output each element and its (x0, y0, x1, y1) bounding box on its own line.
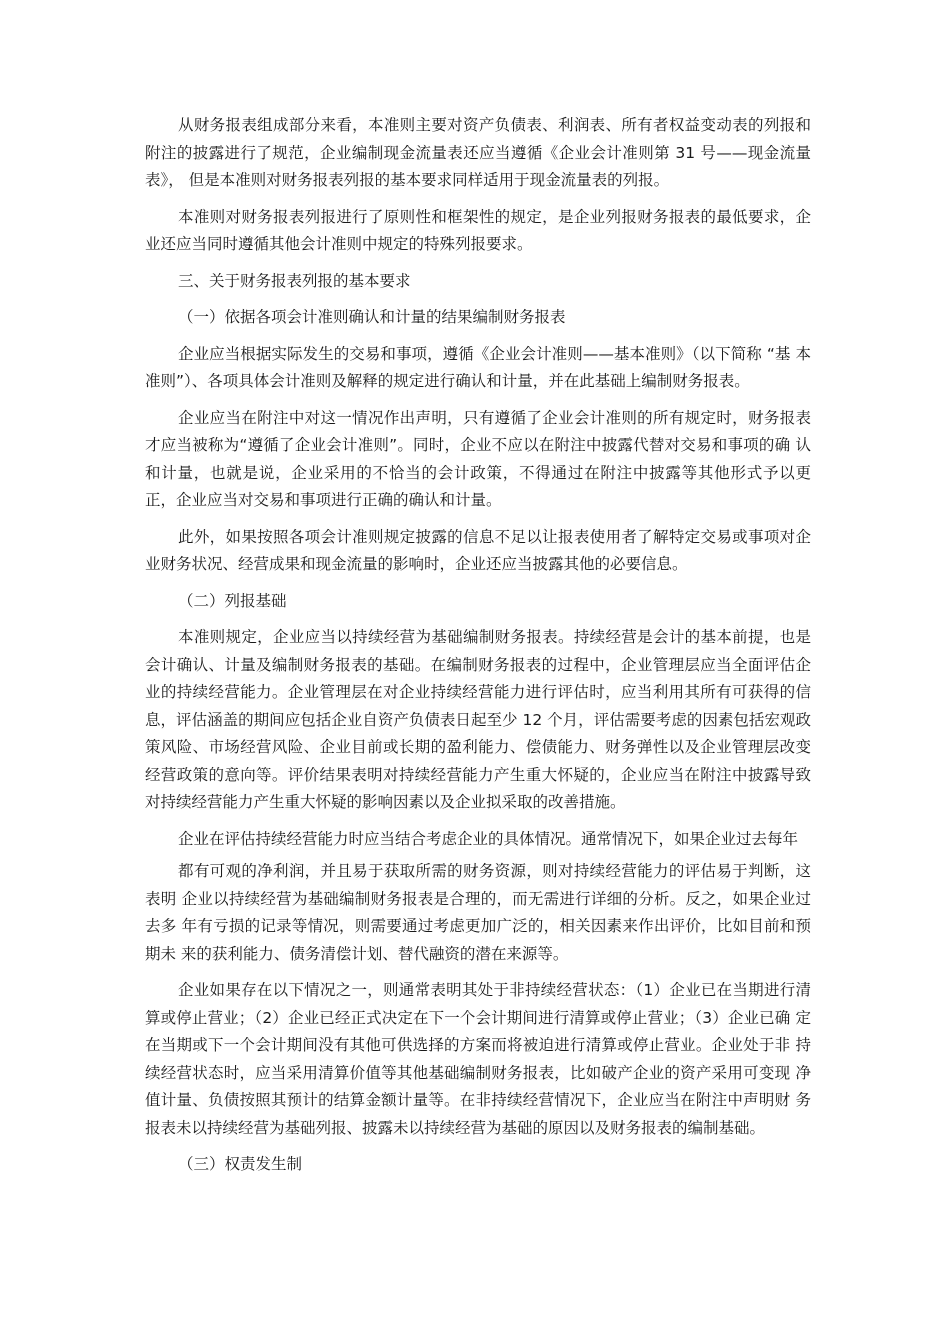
paragraph-non-going-concern: 企业如果存在以下情况之一，则通常表明其处于非持续经营状态：（1）企业已在当期进行清 算或停止营业；（2）企业已经正式决定在下一个会计期间进行清算或停止营业；（3）企业已确 定在当期或下一个会计期间没有其他可供选择的方案而将被迫进行清算或停止营业。企业处于非 持续经营状态时，应当采用清算价值等其他基础编制财务报表，比如破产企业的资产采用可变现 净值计量、负债按照其预计的结算金额计量等。在非持续经营情况下，企业应当在附注中声明财 务报表未以持续经营为基础列报、披露未以持续经营为基础的原因以及财务报表的编制基础。 (145, 981, 811, 1137)
paragraph-additional-disclosure: 此外，如果按照各项会计准则规定披露的信息不足以让报表使用者了解特定交易或事项对企 业财务状况、经营成果和现金流量的影响时，企业还应当披露其他的必要信息。 (145, 527, 811, 573)
subsection-heading-3: （三）权责发生制 (178, 1155, 303, 1173)
paragraph-assessment-detail: 都有可观的净利润，并且易于获取所需的财务资源，则对持续经营能力的评估易于判断，这表明 企业以持续经营为基础编制财务报表是合理的，而无需进行详细的分析。反之，如果企业过去多 年有亏损的记录等情况，则需要通过考虑更加广泛的，相关因素来作出评价，比如目前和预期未 来的获利能力、债务清偿计划、替代融资的潜在来源等。 (145, 862, 811, 963)
paragraph-statement-components: 从财务报表组成部分来看，本准则主要对资产负债表、利润表、所有者权益变动表的列报和 附注的披露进行了规范，企业编制现金流量表还应当遵循《企业会计准则第 31 号——现金流量表》， 但是本准则对财务报表列报的基本要求同样适用于现金流量表的列报。 (145, 116, 811, 189)
subsection-heading-1: （一）依据各项会计准则确认和计量的结果编制财务报表 (178, 308, 566, 326)
subsection-heading-2: （二）列报基础 (178, 591, 287, 610)
paragraph-assessment-intro: 企业在评估持续经营能力时应当结合考虑企业的具体情况。通常情况下，如果企业过去每年 (178, 829, 799, 848)
paragraph-going-concern: 本准则规定，企业应当以持续经营为基础编制财务报表。持续经营是会计的基本前提，也是 会计确认、计量及编制财务报表的基础。在编制财务报表的过程中，企业管理层应当全面评估企 业的持续经营能力。企业管理层在对企业持续经营能力进行评估时，应当利用其所有可获得的信 息，评估涵盖的期间应包括企业自资产负债表日起至少 12 个月，评估需要考虑的因素包括宏观政 策风险、市场经营风险、企业目前或长期的盈利能力、偿债能力、财务弹性以及企业管理层改变 经营政策的意向等。评价结果表明对持续经营能力产生重大怀疑的，企业应当在附注中披露导致 对持续经营能力产生重大怀疑的影响因素以及企业拟采取的改善措施。 (145, 628, 811, 811)
paragraph-recognition-measurement: 企业应当根据实际发生的交易和事项，遵循《企业会计准则——基本准则》（以下简称 “基 本准则”）、各项具体会计准则及解释的规定进行确认和计量，并在此基础上编制财务报表。 (145, 344, 811, 390)
paragraph-notes-declaration: 企业应当在附注中对这一情况作出声明，只有遵循了企业会计准则的所有规定时，财务报表 才应当被称为“遵循了企业会计准则”。同时，企业不应以在附注中披露代替对交易和事项的确 认和计量，也就是说，企业采用的不恰当的会计政策，不得通过在附注中披露等其他形式予以更 正，企业应当对交易和事项进行正确的确认和计量。 (145, 408, 811, 509)
document-body (145, 112, 811, 1188)
section-heading-basic-requirements: 三、关于财务报表列报的基本要求 (178, 271, 411, 290)
paragraph-minimum-requirements: 本准则对财务报表列报进行了原则性和框架性的规定，是企业列报财务报表的最低要求，企 业还应当同时遵循其他会计准则中规定的特殊列报要求。 (145, 207, 811, 253)
